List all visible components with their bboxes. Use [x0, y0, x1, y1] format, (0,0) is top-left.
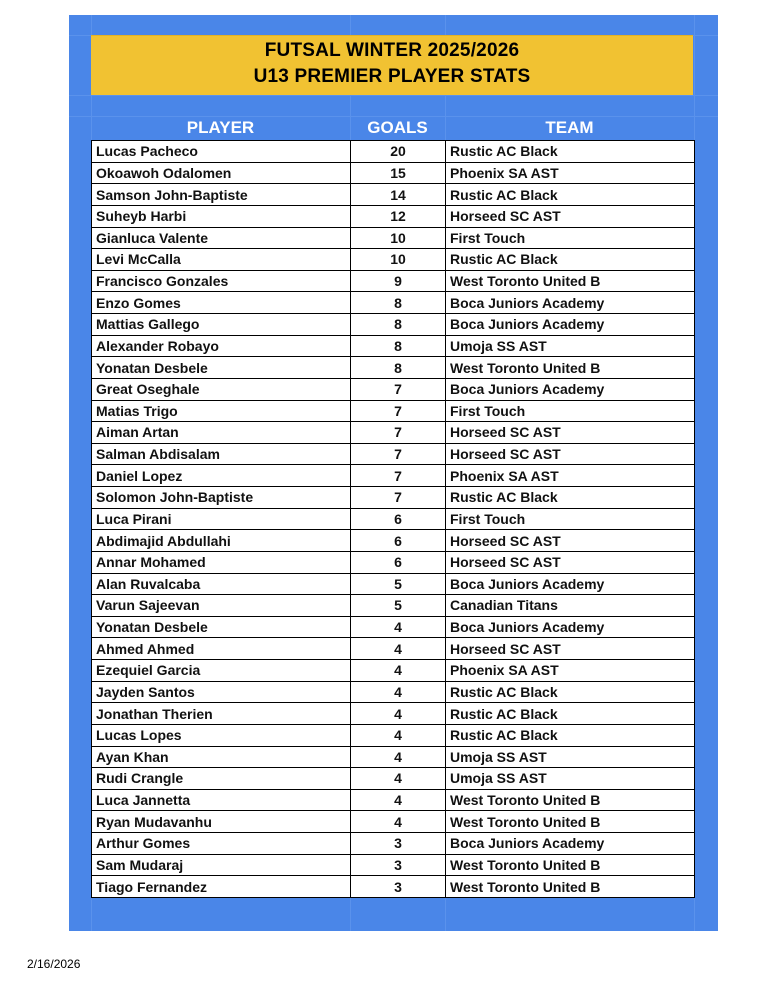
team-cell: Boca Juniors Academy [446, 292, 695, 314]
player-cell: Lucas Pacheco [92, 141, 351, 163]
goals-cell: 4 [351, 660, 446, 682]
team-cell: Rustic AC Black [446, 249, 695, 271]
player-cell: Alan Ruvalcaba [92, 573, 351, 595]
goals-cell: 8 [351, 335, 446, 357]
table-row [92, 378, 695, 400]
column-header-team: TEAM [545, 118, 594, 137]
goals-cell: 6 [351, 530, 446, 552]
goals-cell: 8 [351, 314, 446, 336]
team-cell: Phoenix SA AST [446, 465, 695, 487]
team-cell: First Touch [446, 227, 695, 249]
goals-cell: 4 [351, 681, 446, 703]
player-cell: Daniel Lopez [92, 465, 351, 487]
table-row [92, 854, 695, 876]
player-cell: Annar Mohamed [92, 551, 351, 573]
player-cell: Levi McCalla [92, 249, 351, 271]
title-line-2: U13 PREMIER PLAYER STATS [253, 66, 531, 87]
player-cell: Solomon John-Baptiste [92, 487, 351, 509]
team-cell: Umoja SS AST [446, 335, 695, 357]
goals-cell: 7 [351, 465, 446, 487]
player-cell: Gianluca Valente [92, 227, 351, 249]
table-row [92, 205, 695, 227]
team-cell: Canadian Titans [446, 595, 695, 617]
table-row [92, 249, 695, 271]
goals-cell: 7 [351, 422, 446, 444]
team-cell: Umoja SS AST [446, 768, 695, 790]
table-row [92, 530, 695, 552]
table-row [92, 595, 695, 617]
table-row [92, 335, 695, 357]
goals-cell: 4 [351, 703, 446, 725]
table-row [92, 638, 695, 660]
team-cell: Rustic AC Black [446, 141, 695, 163]
goals-cell: 5 [351, 595, 446, 617]
player-cell: Enzo Gomes [92, 292, 351, 314]
team-cell: Rustic AC Black [446, 487, 695, 509]
goals-cell: 6 [351, 508, 446, 530]
table-row [92, 551, 695, 573]
goals-cell: 8 [351, 292, 446, 314]
table-row [92, 141, 695, 163]
table-row [92, 227, 695, 249]
goals-cell: 10 [351, 227, 446, 249]
team-cell: West Toronto United B [446, 357, 695, 379]
team-cell: West Toronto United B [446, 270, 695, 292]
player-cell: Ryan Mudavanhu [92, 811, 351, 833]
table-row [92, 811, 695, 833]
player-cell: Jayden Santos [92, 681, 351, 703]
team-cell: First Touch [446, 508, 695, 530]
print-date: 2/16/2026 [27, 957, 81, 971]
team-cell: Phoenix SA AST [446, 660, 695, 682]
team-cell: Boca Juniors Academy [446, 573, 695, 595]
player-cell: Ezequiel Garcia [92, 660, 351, 682]
grid-line [69, 95, 718, 96]
goals-cell: 9 [351, 270, 446, 292]
team-cell: West Toronto United B [446, 789, 695, 811]
column-header-player: PLAYER [186, 118, 255, 137]
table-row [92, 746, 695, 768]
player-cell: Rudi Crangle [92, 768, 351, 790]
team-cell: Umoja SS AST [446, 746, 695, 768]
goals-cell: 4 [351, 768, 446, 790]
player-cell: Luca Jannetta [92, 789, 351, 811]
goals-cell: 7 [351, 400, 446, 422]
player-cell: Mattias Gallego [92, 314, 351, 336]
goals-cell: 3 [351, 833, 446, 855]
table-row [92, 573, 695, 595]
team-cell: West Toronto United B [446, 854, 695, 876]
player-cell: Matias Trigo [92, 400, 351, 422]
team-cell: Boca Juniors Academy [446, 616, 695, 638]
player-cell: Yonatan Desbele [92, 616, 351, 638]
table-row [92, 487, 695, 509]
goals-cell: 15 [351, 162, 446, 184]
table-row [92, 422, 695, 444]
title-line-1: FUTSAL WINTER 2025/2026 [264, 40, 520, 61]
team-cell: Boca Juniors Academy [446, 378, 695, 400]
player-cell: Alexander Robayo [92, 335, 351, 357]
team-cell: Horseed SC AST [446, 422, 695, 444]
goals-cell: 5 [351, 573, 446, 595]
goals-cell: 4 [351, 746, 446, 768]
table-row [92, 833, 695, 855]
player-cell: Aiman Artan [92, 422, 351, 444]
goals-cell: 7 [351, 378, 446, 400]
team-cell: Rustic AC Black [446, 724, 695, 746]
table-row [92, 400, 695, 422]
team-cell: Boca Juniors Academy [446, 833, 695, 855]
table-row [92, 724, 695, 746]
goals-cell: 4 [351, 724, 446, 746]
goals-cell: 20 [351, 141, 446, 163]
table-row [92, 292, 695, 314]
table-row [92, 508, 695, 530]
goals-cell: 7 [351, 443, 446, 465]
player-cell: Tiago Fernandez [92, 876, 351, 898]
table-row [92, 789, 695, 811]
team-cell: Horseed SC AST [446, 443, 695, 465]
team-cell: Rustic AC Black [446, 703, 695, 725]
goals-cell: 4 [351, 811, 446, 833]
table-row [92, 703, 695, 725]
table-row [92, 616, 695, 638]
player-cell: Ahmed Ahmed [92, 638, 351, 660]
team-cell: Horseed SC AST [446, 530, 695, 552]
goals-cell: 3 [351, 876, 446, 898]
player-cell: Ayan Khan [92, 746, 351, 768]
team-cell: Horseed SC AST [446, 551, 695, 573]
player-cell: Varun Sajeevan [92, 595, 351, 617]
table-row [92, 443, 695, 465]
table-row [92, 357, 695, 379]
team-cell: First Touch [446, 400, 695, 422]
team-cell: Horseed SC AST [446, 205, 695, 227]
team-cell: West Toronto United B [446, 876, 695, 898]
table-row [92, 681, 695, 703]
table-row [92, 465, 695, 487]
player-cell: Okoawoh Odalomen [92, 162, 351, 184]
team-cell: West Toronto United B [446, 811, 695, 833]
table-row [92, 876, 695, 898]
goals-cell: 8 [351, 357, 446, 379]
player-cell: Salman Abdisalam [92, 443, 351, 465]
team-cell: Rustic AC Black [446, 184, 695, 206]
player-cell: Great Oseghale [92, 378, 351, 400]
goals-cell: 6 [351, 551, 446, 573]
team-cell: Boca Juniors Academy [446, 314, 695, 336]
player-cell: Yonatan Desbele [92, 357, 351, 379]
goals-cell: 7 [351, 487, 446, 509]
team-cell: Rustic AC Black [446, 681, 695, 703]
goals-cell: 3 [351, 854, 446, 876]
player-cell: Sam Mudaraj [92, 854, 351, 876]
table-row [92, 768, 695, 790]
player-stats-table [91, 140, 695, 898]
table-row [92, 162, 695, 184]
player-cell: Francisco Gonzales [92, 270, 351, 292]
player-cell: Samson John-Baptiste [92, 184, 351, 206]
player-cell: Suheyb Harbi [92, 205, 351, 227]
column-header-goals: GOALS [367, 118, 428, 137]
table-row [92, 184, 695, 206]
table-row [92, 314, 695, 336]
table-row [92, 270, 695, 292]
player-cell: Abdimajid Abdullahi [92, 530, 351, 552]
player-cell: Arthur Gomes [92, 833, 351, 855]
player-cell: Jonathan Therien [92, 703, 351, 725]
table-row [92, 660, 695, 682]
goals-cell: 12 [351, 205, 446, 227]
goals-cell: 4 [351, 638, 446, 660]
team-cell: Phoenix SA AST [446, 162, 695, 184]
goals-cell: 10 [351, 249, 446, 271]
goals-cell: 4 [351, 789, 446, 811]
player-cell: Lucas Lopes [92, 724, 351, 746]
goals-cell: 14 [351, 184, 446, 206]
team-cell: Horseed SC AST [446, 638, 695, 660]
title-banner [91, 35, 693, 95]
player-cell: Luca Pirani [92, 508, 351, 530]
goals-cell: 4 [351, 616, 446, 638]
